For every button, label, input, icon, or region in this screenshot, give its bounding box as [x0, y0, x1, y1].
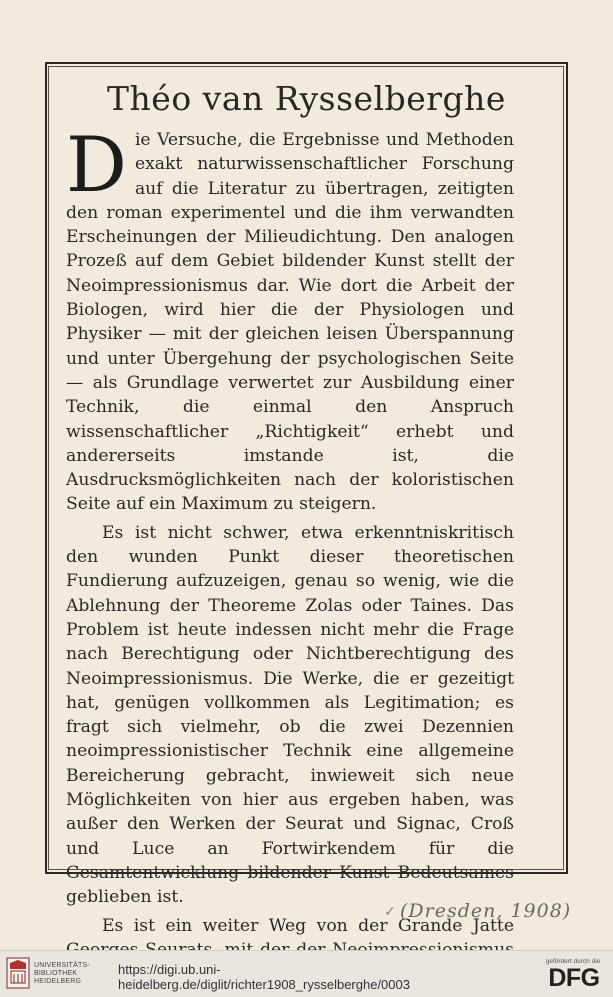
pencil-mark: ✓ — [384, 904, 396, 920]
library-name: UNIVERSITÄTS- BIBLIOTHEK HEIDELBERG — [34, 962, 90, 985]
paragraph-3: Es ist ein weiter Weg von der Grande Jatte — [102, 915, 514, 936]
drop-cap: D — [66, 120, 127, 209]
funding-label: gefördert durch die — [545, 958, 601, 965]
handwritten-note: (Dresden, 1908) — [400, 900, 572, 922]
paragraph-1 — [66, 120, 514, 517]
body-text — [66, 120, 514, 990]
paragraph-2: Es ist nicht schwer, etwa erkenntniskritisch den wunden Punkt dieser theoretischen Fundierung aufzuzeigen, genau so wenig, wie die Ablehnung der Theoreme Zolas oder Taines. Das Problem ist heute indessen nicht mehr die Frage nach Berechtigung oder Nichtberechtigung des Neoimpressionismus. Die Werke, die er gezeitigt hat, genügen vollkommen als Legitimation; es fragt sich vielmehr, ob die zwei Dezennien neoimpressionistischer Technik eine allgemeine Bereicherung gebracht, inwieweit sich neue Möglichkeiten von hier aus ergeben haben, was außer den Werken der Seurat und Signac, Croß und Luce an Fortwirkendem für die Gesamtentwicklung bildender Kunst Bedeutsames geblieben ist. — [66, 522, 514, 908]
permalink-url[interactable]: https://digi.ub.uni-heidelberg.de/diglit/richter1908_rysselberghe/0003 — [118, 962, 410, 992]
page-title: Théo van Rysselberghe — [107, 79, 506, 118]
university-seal-icon — [6, 957, 30, 989]
paragraph-1-text: ie Versuche, die Ergebnisse und Methoden exakt naturwissenschaftlicher Forschung auf die Literatur zu übertragen, zeitigten den roman experimentel und die ihm verwandten Erscheinungen der Milieudichtung. Den analogen Prozeß auf dem Gebiet bildender Kunst stellt der Neoimpressionismus dar. Wie dort die Arbeit der Biologen, wird hier die der Physiologen und Physiker — mit der gleichen leisen Überspannung und unter Übergehung der psychologischen Seite — als Grundlage verwertet zur Ausbildung einer Technik, die einmal den Anspruch wissenschaftlicher „Richtigkeit“ erhebt und andererseits imstande ist, die Ausdrucksmöglichkeiten nach der koloristischen Seite auf ein Maximum zu steigern. — [66, 130, 514, 515]
dfg-logo: DFG — [548, 964, 600, 992]
